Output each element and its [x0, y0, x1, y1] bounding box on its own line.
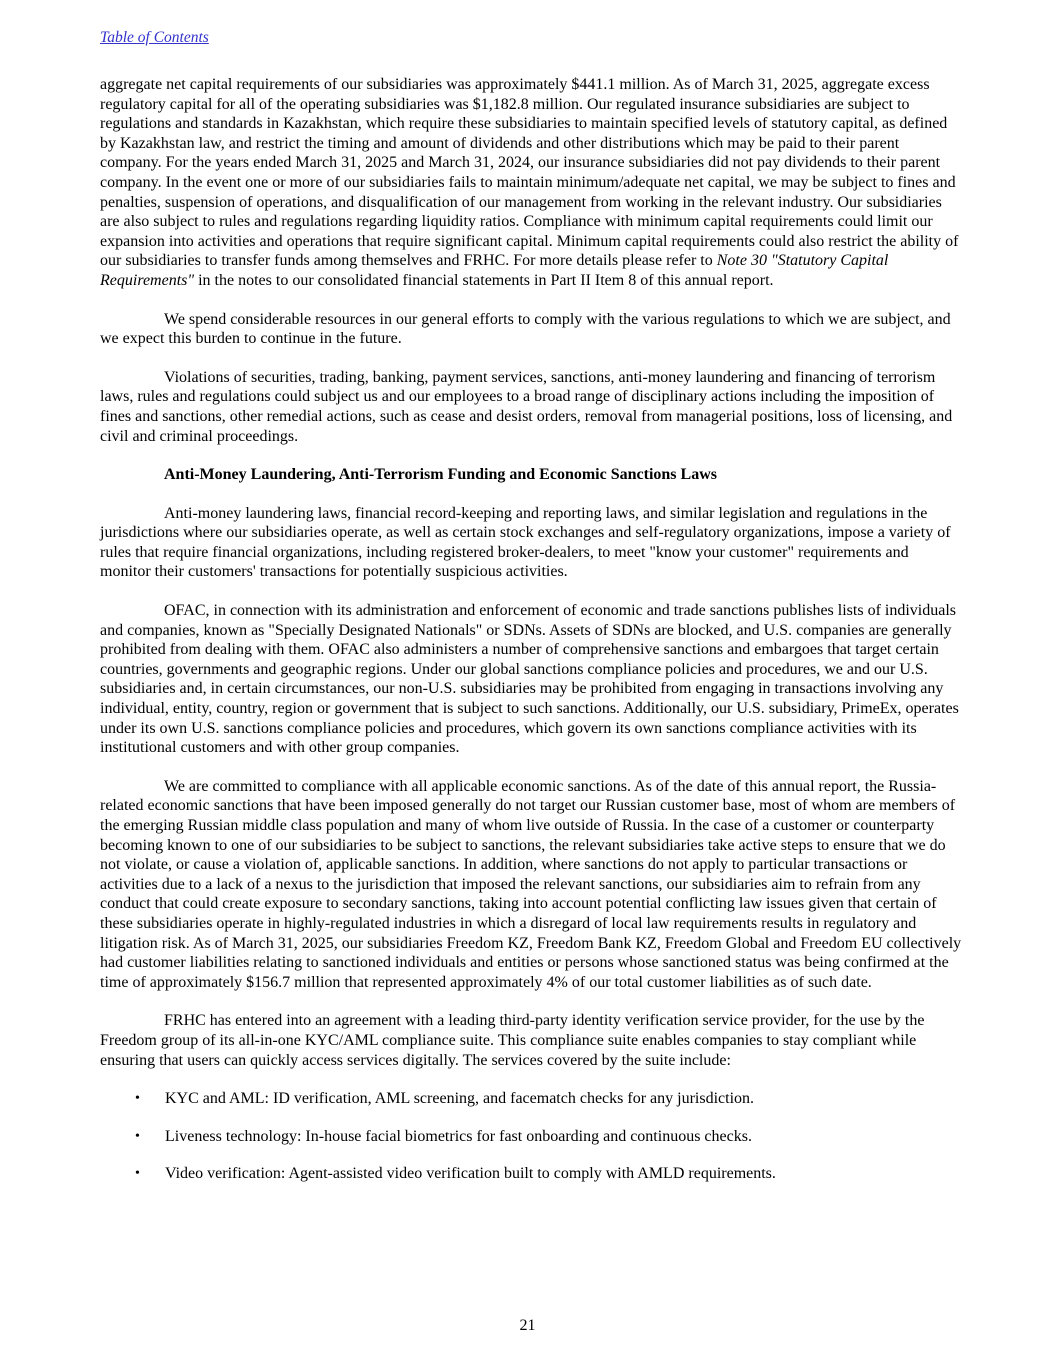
heading-anti-money-laundering: Anti-Money Laundering, Anti-Terrorism Funding and Economic Sanctions Laws	[164, 466, 717, 484]
paragraph-frhc-agreement: FRHC has entered into an agreement with a leading third-party identity verification service provider, for the use by the Freedom group of its all-in-one KYC/AML compliance suite. This compliance suite enables companies to stay compliant while ensuring that users can quickly access services digitally. The services covered by the suite include:	[100, 1012, 925, 1069]
page-number: 21	[519, 1317, 536, 1334]
list-item-text: KYC and AML: ID verification, AML screening, and facematch checks for any jurisdiction.	[165, 1090, 755, 1108]
list-item-video-verification	[100, 1164, 962, 1184]
list-item-liveness	[100, 1127, 962, 1147]
list-item-text: Video verification: Agent-assisted video verification built to comply with AMLD requirements.	[165, 1165, 776, 1183]
list-item-text: Liveness technology: In-house facial biometrics for fast onboarding and continuous checks.	[165, 1127, 752, 1145]
paragraph-net-capital-text: aggregate net capital requirements of our subsidiaries was approximately $441.1 million. As of March 31, 2025, aggregate excess regulatory capital for all of the operating subsidiaries was $1,182.8 million. Our regulated insurance subsidiaries are subject to regulations and standards in Kazakhstan, which require these subsidiaries to maintain specified levels of statutory capital, as defined by Kazakhstan law, and restrict the timing and amount of dividends and other distributions which may be paid to their parent company. For the years ended March 31, 2025 and March 31, 2024, our insurance subsidiaries did not pay dividends to their parent company. In the event one or more of our subsidiaries fails to maintain minimum/adequate net capital, we may be subject to fines and penalties, suspension of operations, and disqualification of our management from working in the relevant industry. Our subsidiaries are also subject to rules and regulations regarding liquidity ratios. Compliance with minimum capital requirements could limit our expansion into activities and operations that require significant capital. Minimum capital requirements could also restrict the ability of our subsidiaries to transfer funds among themselves and FRHC. For more details please refer to	[100, 76, 959, 270]
note-30-reference: Note 30 "Statutory Capital Requirements"	[100, 252, 889, 289]
bullet-icon: •	[135, 1128, 140, 1144]
paragraph-net-capital	[100, 75, 962, 291]
paragraph-considerable-resources: We spend considerable resources in our general efforts to comply with the various regulations to which we are subject, and we expect this burden to continue in the future.	[100, 310, 951, 348]
list-item-kyc-aml	[100, 1089, 962, 1109]
bullet-icon: •	[135, 1166, 140, 1182]
toc-link-row	[100, 28, 962, 48]
paragraph-ofac: OFAC, in connection with its administration and enforcement of economic and trade sanctions publishes lists of individuals and companies, known as "Specially Designated Nationals" or SDNs. Assets of SDNs are blocked, and U.S. companies are generally prohibited from dealing with them. OFAC also administers a number of comprehensive sanctions and embargoes that target certain countries, governments and geographic regions. Under our global sanctions compliance policies and procedures, we and our U.S. subsidiaries and, in certain circumstances, our non-U.S. subsidiaries may be prohibited from engaging in transactions involving any individual, entity, country, region or government that is subject to such sanctions. Additionally, our U.S. subsidiary, PrimeEx, operates under its own U.S. sanctions compliance policies and procedures, which govern its own sanctions compliance activities with its institutional customers and with other group companies.	[100, 602, 959, 757]
table-of-contents-link[interactable]: Table of Contents	[100, 29, 209, 46]
paragraph-violations: Violations of securities, trading, banking, payment services, sanctions, anti-money laundering and financing of terrorism laws, rules and regulations could subject us and our employees to a broad range of disciplinary actions including the imposition of fines and sanctions, other remedial actions, such as cease and desist orders, removal from managerial positions, loss of licensing, and civil and criminal proceedings.	[100, 368, 953, 445]
paragraph-net-capital-text-end: in the notes to our consolidated financial statements in Part II Item 8 of this annual report.	[194, 271, 774, 289]
bullet-icon: •	[135, 1091, 140, 1107]
paragraph-sanctions-compliance: We are committed to compliance with all applicable economic sanctions. As of the date of this annual report, the Russia-related economic sanctions that have been imposed generally do not target our Russian customer base, most of whom are members of the emerging Russian middle class population and many of whom live outside of Russia. In the case of a customer or counterparty becoming known to one of our subsidiaries to be subject to sanctions, the relevant subsidiaries take active steps to ensure that we do not violate, or cause a violation of, applicable sanctions. In addition, where sanctions do not apply to particular transactions or activities due to a lack of a nexus to the jurisdiction that imposed the relevant sanctions, our subsidiaries aim to refrain from any conduct that could create exposure to secondary sanctions, taking into account potential conflicting law issues given that certain of these subsidiaries operate in highly-regulated industries in which a disregard of local law requirements results in regulatory and litigation risk. As of March 31, 2025, our subsidiaries Freedom KZ, Freedom Bank KZ, Freedom Global and Freedom EU collectively had customer liabilities relating to sanctioned individuals and entities or persons whose sanctioned status was being confirmed at the time of approximately $156.7 million that represented approximately 4% of our total customer liabilities as of such date.	[100, 777, 962, 991]
paragraph-aml-laws: Anti-money laundering laws, financial record-keeping and reporting laws, and similar legislation and regulations in the jurisdictions where our subsidiaries operate, as well as certain stock exchanges and self-regulatory organizations, impose a variety of rules that require financial organizations, including registered broker-dealers, to meet "know your customer" requirements and monitor their customers' transactions for potentially suspicious activities.	[100, 504, 951, 581]
